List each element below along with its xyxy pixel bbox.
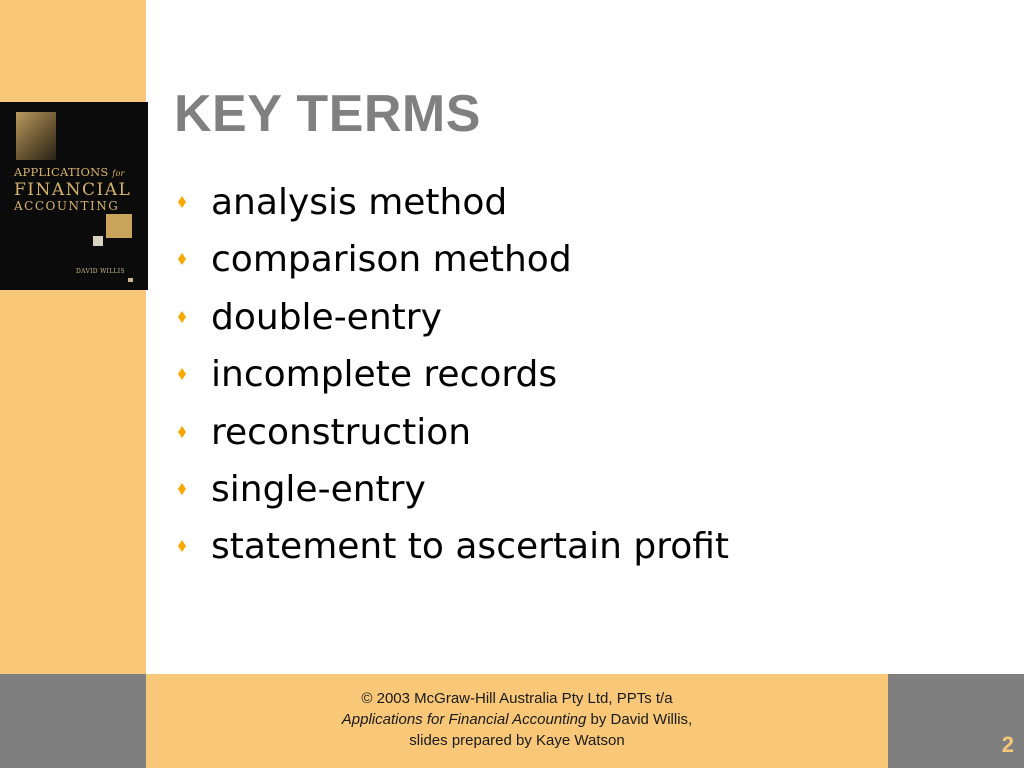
cover-author: DAVID WILLIS: [76, 268, 125, 275]
cover-glasses-photo: [16, 112, 56, 160]
key-term-text: single-entry: [211, 468, 426, 510]
diamond-bullet-icon: [178, 483, 186, 495]
key-term-text: analysis method: [211, 182, 508, 223]
cover-title-for: for: [112, 169, 125, 178]
diamond-bullet-icon: [178, 426, 186, 438]
diamond-bullet-icon: [178, 311, 186, 323]
footer-line-3: slides prepared by Kaye Watson: [409, 732, 625, 749]
footer-line-2: [146, 709, 888, 730]
copyright-footer: [146, 688, 888, 751]
cover-title-line3: ACCOUNTING: [14, 199, 120, 213]
diamond-bullet-icon: [178, 196, 186, 208]
footer-byline: by David Willis,: [586, 711, 693, 728]
cover-title: [14, 164, 139, 214]
page-number: 2: [1001, 732, 1014, 757]
key-term-text: comparison method: [211, 239, 572, 281]
key-term-text: double-entry: [211, 296, 442, 338]
slide-title: KEY TERMS: [174, 85, 481, 143]
cover-decor-square: [106, 214, 132, 238]
key-term-text: incomplete records: [211, 354, 558, 396]
footer-book-title: Applications for Financial Accounting: [341, 711, 587, 728]
diamond-bullet-icon: [178, 540, 186, 552]
diamond-bullet-icon: [178, 253, 186, 265]
cover-decor-square-small: [93, 236, 103, 246]
key-term-text: statement to ascertain profit: [211, 526, 730, 568]
publisher-logo-icon: [128, 278, 133, 282]
key-term-text: reconstruction: [211, 411, 472, 453]
footer-line-1: © 2003 McGraw-Hill Australia Pty Ltd, PPTs t/a: [361, 690, 673, 707]
diamond-bullet-icon: [178, 368, 186, 380]
footer-left-block: [0, 674, 146, 768]
cover-title-line2: FINANCIAL: [14, 180, 132, 200]
cover-title-line1: APPLICATIONS: [14, 165, 109, 179]
book-cover-image: [0, 102, 148, 290]
